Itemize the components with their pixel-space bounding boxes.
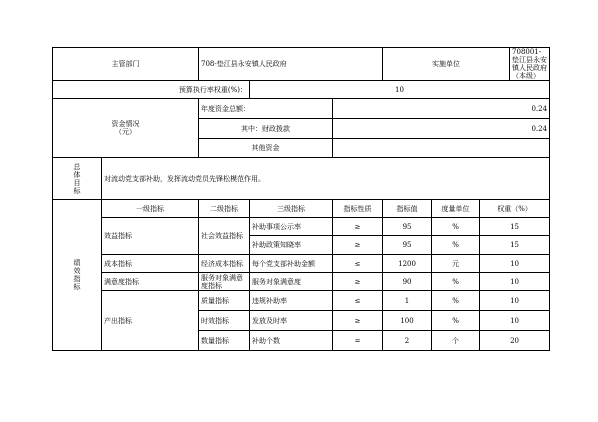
unit-cell: %	[432, 236, 480, 255]
header-level1: 一级指标	[102, 200, 199, 218]
level3-cell: 补助个数	[250, 331, 333, 351]
level1-cell: 效益指标	[102, 218, 199, 255]
dept-label: 主管部门	[53, 48, 199, 81]
weight-cell: 10	[480, 273, 550, 291]
unit-cell: 元	[432, 255, 480, 273]
level2-cell: 社会效益指标	[199, 218, 250, 255]
value-cell: 1	[383, 291, 432, 311]
level3-cell: 每个党支部补助金额	[250, 255, 333, 273]
funds-fiscal-value: 0.24	[333, 119, 550, 139]
header-level3: 三级指标	[250, 200, 333, 218]
overall-goal-text: 对流动党支部补助，发挥流动党员先锋松模范作用。	[102, 158, 550, 200]
value-cell: 95	[383, 236, 432, 255]
unit-cell: %	[432, 273, 480, 291]
funds-total-value: 0.24	[333, 99, 550, 119]
funds-label-line2: （元）	[115, 128, 136, 136]
nature-cell: ≥	[333, 311, 383, 331]
level2-cell: 服务对象满意度指标	[199, 273, 250, 291]
budget-weight-label: 预算执行率权重(%)：	[53, 81, 250, 99]
table-row	[53, 273, 550, 291]
perf-indicator-label: 绩效指标	[53, 200, 102, 351]
nature-cell: ≤	[333, 291, 383, 311]
value-cell: 90	[383, 273, 432, 291]
level1-cell: 产出指标	[102, 291, 199, 351]
funds-other-label: 其他资金	[199, 139, 333, 158]
level2-cell: 经济成本指标	[199, 255, 250, 273]
impl-unit-label: 实施单位	[383, 48, 510, 81]
level2-cell: 质量指标	[199, 291, 250, 311]
header-weight: 权重（%）	[480, 200, 550, 218]
funds-label-line1: 资金情况	[111, 120, 140, 128]
level3-cell: 补助政策知晓率	[250, 236, 333, 255]
level1-cell: 成本指标	[102, 255, 199, 273]
nature-cell: =	[333, 331, 383, 351]
performance-goal-table	[52, 47, 550, 351]
header-nature: 指标性质	[333, 200, 383, 218]
weight-cell: 10	[480, 255, 550, 273]
weight-cell: 15	[480, 236, 550, 255]
nature-cell: ≥	[333, 273, 383, 291]
weight-cell: 10	[480, 291, 550, 311]
table-row	[53, 291, 550, 311]
table-row	[53, 255, 550, 273]
level2-cell: 数量指标	[199, 331, 250, 351]
value-cell: 2	[383, 331, 432, 351]
value-cell: 1200	[383, 255, 432, 273]
nature-cell: ≤	[333, 255, 383, 273]
value-cell: 95	[383, 218, 432, 236]
budget-weight-value: 10	[250, 81, 550, 99]
level3-cell: 服务对象满意度	[250, 273, 333, 291]
level3-cell: 违规补助率	[250, 291, 333, 311]
overall-goal-label: 总体目标	[53, 158, 102, 200]
nature-cell: ≥	[333, 218, 383, 236]
header-unit: 度量单位	[432, 200, 480, 218]
weight-cell: 20	[480, 331, 550, 351]
funds-label	[53, 99, 199, 158]
unit-cell: %	[432, 218, 480, 236]
level2-cell: 时效指标	[199, 311, 250, 331]
unit-cell: %	[432, 291, 480, 311]
level3-cell: 发放及时率	[250, 311, 333, 331]
table-row	[53, 218, 550, 236]
dept-value: 708-垫江县永安镇人民政府	[199, 48, 383, 81]
header-level2: 二级指标	[199, 200, 250, 218]
unit-cell: 个	[432, 331, 480, 351]
unit-cell: %	[432, 311, 480, 331]
header-value: 指标值	[383, 200, 432, 218]
impl-unit-value: 708001-垫江县永安镇人民政府（本级）	[510, 48, 550, 81]
level1-cell: 满意度指标	[102, 273, 199, 291]
value-cell: 100	[383, 311, 432, 331]
level3-cell: 补助事项公示率	[250, 218, 333, 236]
weight-cell: 10	[480, 311, 550, 331]
funds-other-value	[333, 139, 550, 158]
funds-total-label: 年度资金总额：	[199, 99, 333, 119]
funds-fiscal-label: 其中：财政拨款	[199, 119, 333, 139]
nature-cell: ≥	[333, 236, 383, 255]
weight-cell: 15	[480, 218, 550, 236]
